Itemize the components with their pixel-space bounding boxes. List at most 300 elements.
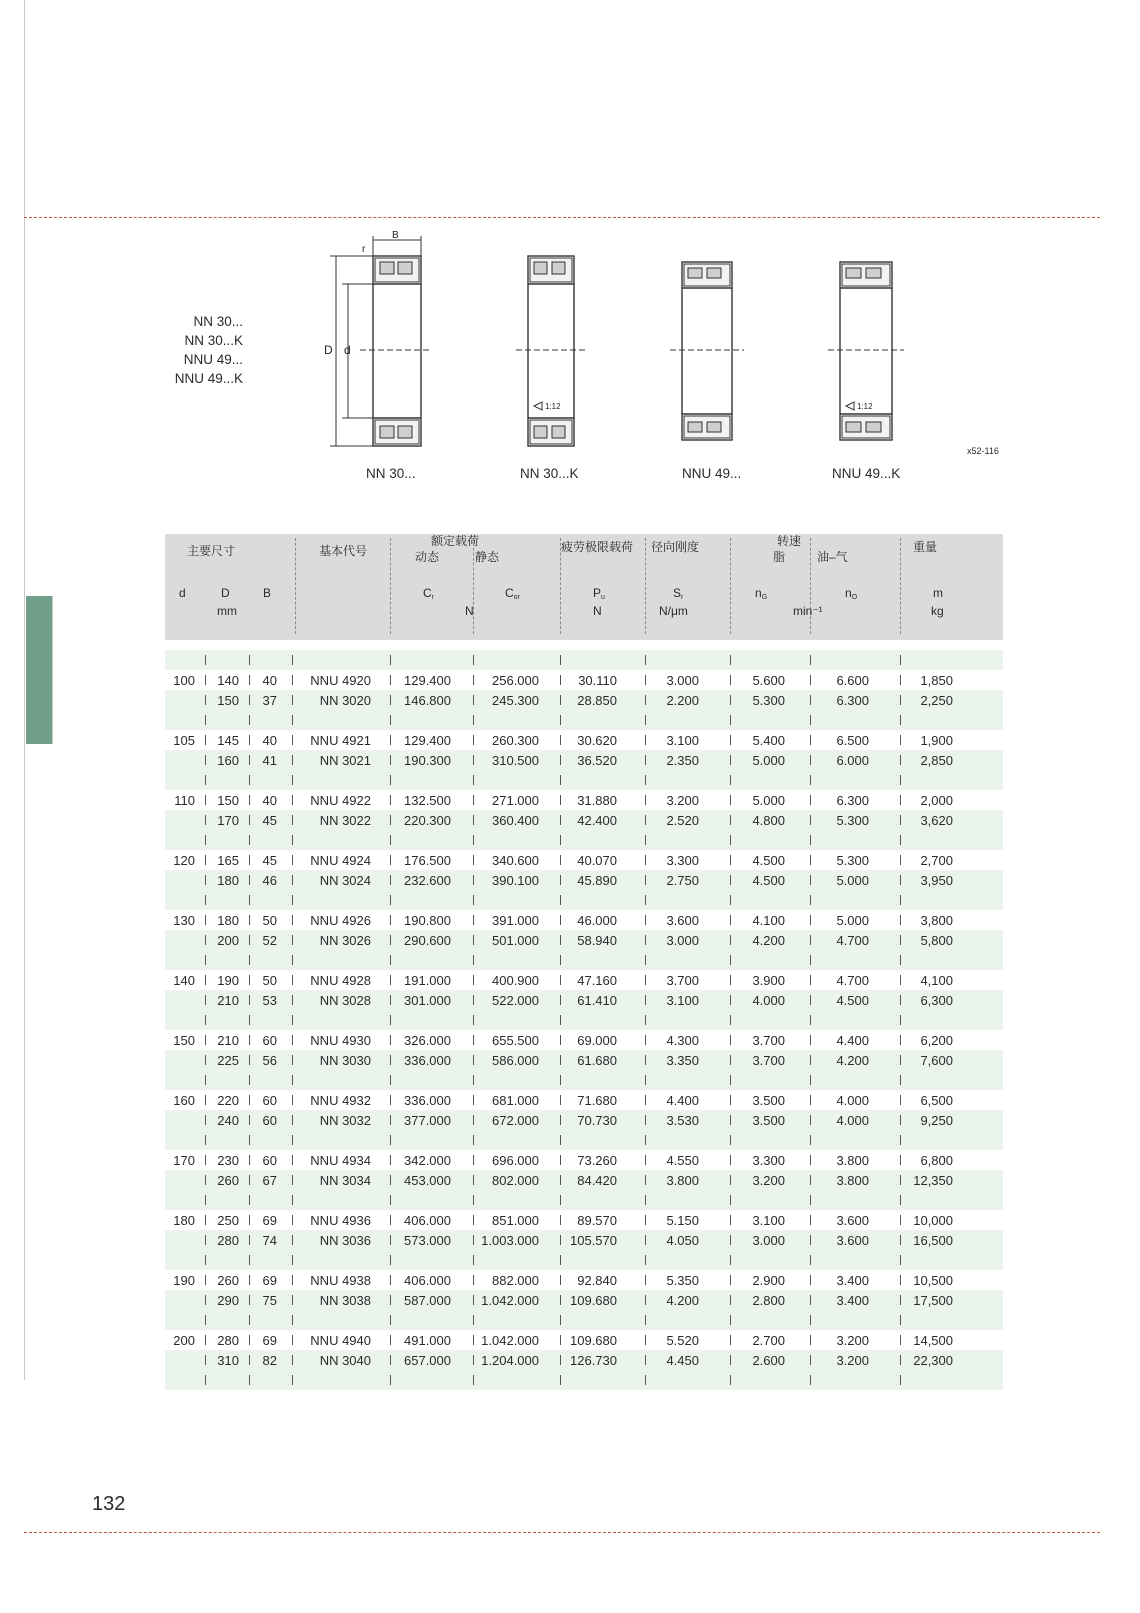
cell-sr: 2.750 bbox=[666, 873, 699, 888]
cell-sr: 3.100 bbox=[666, 733, 699, 748]
cell-sr: 3.000 bbox=[666, 673, 699, 688]
top-dashed-rule bbox=[24, 217, 1100, 218]
cell-d: 180 bbox=[217, 873, 239, 888]
cell-code: NNU 4934 bbox=[310, 1153, 371, 1168]
cell-m: 2,850 bbox=[920, 753, 953, 768]
cell-sr: 2.520 bbox=[666, 813, 699, 828]
figure-caption: NNU 49...K bbox=[832, 466, 901, 481]
table-row bbox=[165, 1050, 1003, 1070]
page-margin-line bbox=[24, 0, 25, 1380]
cell-cr: 336.000 bbox=[404, 1093, 451, 1108]
cell-sr: 3.600 bbox=[666, 913, 699, 928]
cell-m: 22,300 bbox=[913, 1353, 953, 1368]
cell-pu: 61.680 bbox=[577, 1053, 617, 1068]
bearing-diagram-nnu49 bbox=[670, 262, 744, 440]
cell-cor: 802.000 bbox=[492, 1173, 539, 1188]
cell-cr: 146.800 bbox=[404, 693, 451, 708]
cell-m: 7,600 bbox=[920, 1053, 953, 1068]
cell-m: 14,500 bbox=[913, 1333, 953, 1348]
cell-no: 6.500 bbox=[836, 733, 869, 748]
header-sr: $S_r$ bbox=[673, 586, 684, 601]
cell-d: 150 bbox=[217, 793, 239, 808]
cell-no: 4.700 bbox=[836, 933, 869, 948]
cell-d: 160 bbox=[173, 1093, 195, 1108]
cell-no: 3.400 bbox=[836, 1293, 869, 1308]
cell-d: 165 bbox=[217, 853, 239, 868]
cell-pu: 47.160 bbox=[577, 973, 617, 988]
table-row bbox=[165, 690, 1003, 710]
cell-sr: 3.200 bbox=[666, 793, 699, 808]
figure-caption: NN 30... bbox=[366, 466, 416, 481]
cell-cr: 406.000 bbox=[404, 1213, 451, 1228]
section-tab-edge bbox=[52, 596, 53, 744]
cell-ng: 5.000 bbox=[752, 753, 785, 768]
cell-b: 82 bbox=[262, 1353, 277, 1368]
cell-b: 50 bbox=[262, 973, 277, 988]
cell-b: 60 bbox=[262, 1093, 277, 1108]
cell-cr: 491.000 bbox=[404, 1333, 451, 1348]
series-label: NNU 49... bbox=[183, 352, 243, 367]
cell-no: 6.300 bbox=[836, 793, 869, 808]
cell-sr: 4.450 bbox=[666, 1353, 699, 1368]
table-spacer-row bbox=[165, 1370, 1003, 1390]
cell-no: 4.200 bbox=[836, 1053, 869, 1068]
cell-d: 210 bbox=[217, 1033, 239, 1048]
cell-no: 4.700 bbox=[836, 973, 869, 988]
cell-pu: 45.890 bbox=[577, 873, 617, 888]
cell-b: 40 bbox=[262, 673, 277, 688]
dim-label-outer-d: D bbox=[324, 343, 333, 357]
cell-ng: 4.200 bbox=[752, 933, 785, 948]
cell-cr: 587.000 bbox=[404, 1293, 451, 1308]
table-spacer-row bbox=[165, 950, 1003, 970]
cell-sr: 2.200 bbox=[666, 693, 699, 708]
cell-pu: 42.400 bbox=[577, 813, 617, 828]
cell-sr: 4.200 bbox=[666, 1293, 699, 1308]
table-spacer-row bbox=[165, 1070, 1003, 1090]
cell-ng: 3.300 bbox=[752, 1153, 785, 1168]
cell-b: 41 bbox=[262, 753, 277, 768]
cell-ng: 2.600 bbox=[752, 1353, 785, 1368]
cell-d: 180 bbox=[173, 1213, 195, 1228]
cell-b: 74 bbox=[262, 1233, 277, 1248]
cell-cor: 1.042.000 bbox=[481, 1293, 539, 1308]
cell-cr: 232.600 bbox=[404, 873, 451, 888]
cell-code: NNU 4928 bbox=[310, 973, 371, 988]
cell-d: 130 bbox=[173, 913, 195, 928]
cell-ng: 3.200 bbox=[752, 1173, 785, 1188]
cell-b: 60 bbox=[262, 1153, 277, 1168]
cell-no: 6.600 bbox=[836, 673, 869, 688]
cell-cr: 573.000 bbox=[404, 1233, 451, 1248]
cell-m: 6,300 bbox=[920, 993, 953, 1008]
cell-d: 140 bbox=[173, 973, 195, 988]
header-unit-n-um: N/μm bbox=[659, 604, 688, 618]
cell-m: 6,200 bbox=[920, 1033, 953, 1048]
header-unit-n-pu: N bbox=[593, 604, 602, 618]
cell-ng: 3.000 bbox=[752, 1233, 785, 1248]
table-row bbox=[165, 750, 1003, 770]
cell-cor: 1.204.000 bbox=[481, 1353, 539, 1368]
cell-cor: 256.000 bbox=[492, 673, 539, 688]
table-spacer-row bbox=[165, 1310, 1003, 1330]
cell-cor: 672.000 bbox=[492, 1113, 539, 1128]
header-no: $n_O$ bbox=[845, 586, 858, 601]
cell-cr: 190.300 bbox=[404, 753, 451, 768]
cell-pu: 46.000 bbox=[577, 913, 617, 928]
cell-pu: 31.880 bbox=[577, 793, 617, 808]
cell-no: 4.400 bbox=[836, 1033, 869, 1048]
cell-b: 53 bbox=[262, 993, 277, 1008]
cell-d: 170 bbox=[173, 1153, 195, 1168]
cell-code: NN 3036 bbox=[319, 1233, 371, 1248]
cell-cor: 655.500 bbox=[492, 1033, 539, 1048]
cell-cr: 406.000 bbox=[404, 1273, 451, 1288]
cell-cr: 190.800 bbox=[404, 913, 451, 928]
cell-cor: 340.600 bbox=[492, 853, 539, 868]
cell-m: 1,850 bbox=[920, 673, 953, 688]
cell-pu: 61.410 bbox=[577, 993, 617, 1008]
cell-cor: 1.042.000 bbox=[481, 1333, 539, 1348]
cell-d: 150 bbox=[217, 693, 239, 708]
cell-d: 100 bbox=[173, 673, 195, 688]
cell-cor: 391.000 bbox=[492, 913, 539, 928]
cell-b: 45 bbox=[262, 853, 277, 868]
cell-cr: 129.400 bbox=[404, 673, 451, 688]
cell-m: 10,500 bbox=[913, 1273, 953, 1288]
cell-no: 3.600 bbox=[836, 1233, 869, 1248]
cell-cr: 176.500 bbox=[404, 853, 451, 868]
cell-ng: 5.400 bbox=[752, 733, 785, 748]
series-label-list bbox=[165, 312, 243, 388]
cell-cor: 260.300 bbox=[492, 733, 539, 748]
cell-no: 3.400 bbox=[836, 1273, 869, 1288]
header-weight: 重量 bbox=[913, 540, 938, 554]
cell-d: 180 bbox=[217, 913, 239, 928]
cell-m: 2,250 bbox=[920, 693, 953, 708]
cell-ng: 4.100 bbox=[752, 913, 785, 928]
cell-code: NN 3022 bbox=[319, 813, 371, 828]
cell-d: 150 bbox=[173, 1033, 195, 1048]
cell-m: 17,500 bbox=[913, 1293, 953, 1308]
header-ng: $n_G$ bbox=[755, 586, 768, 601]
cell-b: 52 bbox=[262, 933, 277, 948]
cell-cor: 271.000 bbox=[492, 793, 539, 808]
cell-d: 105 bbox=[173, 733, 195, 748]
cell-d: 240 bbox=[217, 1113, 239, 1128]
table-row bbox=[165, 870, 1003, 890]
table-header bbox=[165, 534, 1003, 640]
cell-m: 12,350 bbox=[913, 1173, 953, 1188]
cell-sr: 5.520 bbox=[666, 1333, 699, 1348]
cell-m: 1,900 bbox=[920, 733, 953, 748]
cell-cor: 696.000 bbox=[492, 1153, 539, 1168]
header-m: m bbox=[933, 586, 943, 600]
cell-sr: 2.350 bbox=[666, 753, 699, 768]
cell-cr: 453.000 bbox=[404, 1173, 451, 1188]
cell-sr: 3.300 bbox=[666, 853, 699, 868]
cell-b: 67 bbox=[262, 1173, 277, 1188]
table-row bbox=[165, 1350, 1003, 1370]
cell-no: 5.300 bbox=[836, 813, 869, 828]
figure-caption: NN 30...K bbox=[520, 466, 579, 481]
cell-ng: 3.100 bbox=[752, 1213, 785, 1228]
header-oil-air: 油–气 bbox=[817, 550, 848, 564]
cell-sr: 3.700 bbox=[666, 973, 699, 988]
cell-m: 6,800 bbox=[920, 1153, 953, 1168]
table-row bbox=[165, 790, 1003, 810]
cell-ng: 5.600 bbox=[752, 673, 785, 688]
cell-m: 2,000 bbox=[920, 793, 953, 808]
header-dynamic: 动态 bbox=[415, 550, 440, 564]
cell-d: 200 bbox=[217, 933, 239, 948]
cell-pu: 73.260 bbox=[577, 1153, 617, 1168]
cell-ng: 4.500 bbox=[752, 853, 785, 868]
cell-no: 3.800 bbox=[836, 1153, 869, 1168]
header-load-ratings: 额定载荷 bbox=[431, 534, 480, 548]
cell-b: 40 bbox=[262, 733, 277, 748]
cell-ng: 4.800 bbox=[752, 813, 785, 828]
table-spacer-row bbox=[165, 1010, 1003, 1030]
cell-pu: 58.940 bbox=[577, 933, 617, 948]
table-row bbox=[165, 1030, 1003, 1050]
cell-d: 250 bbox=[217, 1213, 239, 1228]
cell-code: NN 3028 bbox=[319, 993, 371, 1008]
cell-sr: 3.100 bbox=[666, 993, 699, 1008]
bearing-diagram-nn30k bbox=[516, 256, 586, 446]
header-unit-kg: kg bbox=[931, 604, 944, 618]
cell-pu: 71.680 bbox=[577, 1093, 617, 1108]
table-row bbox=[165, 670, 1003, 690]
cell-cr: 336.000 bbox=[404, 1053, 451, 1068]
cell-pu: 30.110 bbox=[578, 673, 617, 688]
cell-ng: 3.700 bbox=[752, 1053, 785, 1068]
cell-b: 69 bbox=[262, 1213, 277, 1228]
cell-ng: 2.800 bbox=[752, 1293, 785, 1308]
cell-ng: 2.700 bbox=[752, 1333, 785, 1348]
cell-code: NNU 4938 bbox=[310, 1273, 371, 1288]
cell-pu: 84.420 bbox=[577, 1173, 617, 1188]
table-row bbox=[165, 1290, 1003, 1310]
cell-b: 40 bbox=[262, 793, 277, 808]
figure-code: x52-116 bbox=[967, 446, 999, 456]
cell-ng: 2.900 bbox=[752, 1273, 785, 1288]
table-row bbox=[165, 1090, 1003, 1110]
header-cr: $C_r$ bbox=[423, 586, 435, 601]
cell-d: 120 bbox=[173, 853, 195, 868]
cell-code: NN 3040 bbox=[319, 1353, 371, 1368]
table-row bbox=[165, 990, 1003, 1010]
cell-cr: 326.000 bbox=[404, 1033, 451, 1048]
cell-b: 75 bbox=[262, 1293, 277, 1308]
cell-cr: 191.000 bbox=[404, 973, 451, 988]
cell-b: 45 bbox=[262, 813, 277, 828]
table-row bbox=[165, 1230, 1003, 1250]
table-row bbox=[165, 1330, 1003, 1350]
cell-b: 69 bbox=[262, 1333, 277, 1348]
bearing-diagram-nnu49k bbox=[828, 262, 904, 440]
cell-no: 6.000 bbox=[836, 753, 869, 768]
cell-pu: 109.680 bbox=[570, 1333, 617, 1348]
dim-label-b: B bbox=[392, 230, 399, 241]
cell-cor: 390.100 bbox=[492, 873, 539, 888]
cell-pu: 30.620 bbox=[577, 733, 617, 748]
cell-sr: 3.350 bbox=[666, 1053, 699, 1068]
cell-b: 46 bbox=[262, 873, 277, 888]
cell-code: NNU 4932 bbox=[310, 1093, 371, 1108]
header-unit-min: min⁻¹ bbox=[793, 604, 823, 618]
table-body bbox=[165, 650, 1003, 1390]
table-row bbox=[165, 910, 1003, 930]
cell-d: 145 bbox=[217, 733, 239, 748]
cell-pu: 70.730 bbox=[577, 1113, 617, 1128]
cell-d: 280 bbox=[217, 1333, 239, 1348]
cell-code: NN 3020 bbox=[319, 693, 371, 708]
cell-m: 9,250 bbox=[920, 1113, 953, 1128]
table-spacer-row bbox=[165, 830, 1003, 850]
cell-cor: 882.000 bbox=[492, 1273, 539, 1288]
cell-no: 5.300 bbox=[836, 853, 869, 868]
cell-cr: 220.300 bbox=[404, 813, 451, 828]
cell-d: 170 bbox=[217, 813, 239, 828]
cell-ng: 3.900 bbox=[752, 973, 785, 988]
table-row bbox=[165, 970, 1003, 990]
cell-cor: 681.000 bbox=[492, 1093, 539, 1108]
cell-sr: 3.530 bbox=[666, 1113, 699, 1128]
cell-pu: 89.570 bbox=[577, 1213, 617, 1228]
cell-no: 3.600 bbox=[836, 1213, 869, 1228]
series-label: NN 30...K bbox=[184, 333, 243, 348]
cell-d: 290 bbox=[217, 1293, 239, 1308]
table-spacer-row bbox=[165, 890, 1003, 910]
header-main-dims: 主要尺寸 bbox=[187, 544, 236, 558]
cell-b: 50 bbox=[262, 913, 277, 928]
cell-pu: 28.850 bbox=[577, 693, 617, 708]
cell-cor: 851.000 bbox=[492, 1213, 539, 1228]
cell-d: 210 bbox=[217, 993, 239, 1008]
taper-label: 1:12 bbox=[545, 402, 561, 411]
table-row bbox=[165, 1170, 1003, 1190]
cell-cr: 657.000 bbox=[404, 1353, 451, 1368]
section-tab-marker bbox=[26, 596, 52, 744]
cell-no: 5.000 bbox=[836, 873, 869, 888]
series-label: NNU 49...K bbox=[174, 371, 243, 386]
cell-cr: 301.000 bbox=[404, 993, 451, 1008]
cell-no: 4.000 bbox=[836, 1093, 869, 1108]
header-pu: $P_u$ bbox=[593, 586, 605, 601]
header-fatigue: 疲劳极限载荷 bbox=[561, 540, 634, 554]
cell-m: 3,620 bbox=[920, 813, 953, 828]
cell-ng: 4.500 bbox=[752, 873, 785, 888]
cell-code: NNU 4936 bbox=[310, 1213, 371, 1228]
cell-cr: 129.400 bbox=[404, 733, 451, 748]
header-outer-d: D bbox=[221, 586, 230, 600]
table-row bbox=[165, 850, 1003, 870]
header-d: d bbox=[179, 586, 186, 600]
header-cor: $C_{or}$ bbox=[505, 586, 520, 601]
cell-code: NN 3032 bbox=[319, 1113, 371, 1128]
cell-b: 56 bbox=[262, 1053, 277, 1068]
bearing-cross-sections bbox=[320, 228, 1010, 498]
page-number: 132 bbox=[92, 1493, 126, 1515]
cell-cor: 400.900 bbox=[492, 973, 539, 988]
cell-m: 6,500 bbox=[920, 1093, 953, 1108]
cell-pu: 105.570 bbox=[570, 1233, 617, 1248]
cell-m: 4,100 bbox=[920, 973, 953, 988]
cell-cor: 1.003.000 bbox=[481, 1233, 539, 1248]
cell-ng: 5.300 bbox=[752, 693, 785, 708]
header-mm: mm bbox=[217, 604, 237, 618]
cell-code: NNU 4922 bbox=[310, 793, 371, 808]
table-row bbox=[165, 1210, 1003, 1230]
header-speed: 转速 bbox=[777, 534, 802, 548]
cell-no: 5.000 bbox=[836, 913, 869, 928]
header-stiffness: 径向刚度 bbox=[651, 540, 700, 554]
bearing-diagram-nn30 bbox=[330, 236, 432, 446]
cell-ng: 4.000 bbox=[752, 993, 785, 1008]
cell-d: 310 bbox=[217, 1353, 239, 1368]
cell-no: 4.000 bbox=[836, 1113, 869, 1128]
cell-code: NNU 4921 bbox=[310, 733, 371, 748]
cell-code: NNU 4930 bbox=[310, 1033, 371, 1048]
figure-caption: NNU 49... bbox=[682, 466, 742, 481]
table-row bbox=[165, 1150, 1003, 1170]
cell-d: 260 bbox=[217, 1273, 239, 1288]
cell-cor: 501.000 bbox=[492, 933, 539, 948]
cell-d: 190 bbox=[217, 973, 239, 988]
cell-ng: 3.500 bbox=[752, 1093, 785, 1108]
cell-cr: 290.600 bbox=[404, 933, 451, 948]
table-row bbox=[165, 930, 1003, 950]
cell-d: 160 bbox=[217, 753, 239, 768]
cell-code: NN 3024 bbox=[319, 873, 371, 888]
cell-b: 60 bbox=[262, 1033, 277, 1048]
cell-b: 60 bbox=[262, 1113, 277, 1128]
cell-m: 3,800 bbox=[920, 913, 953, 928]
cell-sr: 4.550 bbox=[666, 1153, 699, 1168]
cell-code: NN 3030 bbox=[319, 1053, 371, 1068]
header-b: B bbox=[263, 586, 272, 600]
table-spacer-row bbox=[165, 710, 1003, 730]
cell-d: 200 bbox=[173, 1333, 195, 1348]
header-static: 静态 bbox=[475, 550, 500, 564]
cell-pu: 126.730 bbox=[570, 1353, 617, 1368]
cell-pu: 40.070 bbox=[577, 853, 617, 868]
cell-d: 190 bbox=[173, 1273, 195, 1288]
table-row bbox=[165, 1270, 1003, 1290]
cell-cor: 245.300 bbox=[492, 693, 539, 708]
cell-cor: 522.000 bbox=[492, 993, 539, 1008]
cell-code: NNU 4926 bbox=[310, 913, 371, 928]
series-label: NN 30... bbox=[193, 314, 243, 329]
cell-no: 3.200 bbox=[836, 1333, 869, 1348]
cell-sr: 4.400 bbox=[666, 1093, 699, 1108]
taper-label: 1:12 bbox=[857, 402, 873, 411]
cell-code: NN 3026 bbox=[319, 933, 371, 948]
cell-code: NN 3034 bbox=[319, 1173, 371, 1188]
cell-cor: 310.500 bbox=[492, 753, 539, 768]
bearing-diagrams bbox=[320, 228, 1010, 498]
cell-sr: 5.350 bbox=[666, 1273, 699, 1288]
cell-sr: 3.000 bbox=[666, 933, 699, 948]
cell-d: 260 bbox=[217, 1173, 239, 1188]
cell-no: 3.800 bbox=[836, 1173, 869, 1188]
cell-m: 2,700 bbox=[920, 853, 953, 868]
header-grease: 脂 bbox=[773, 550, 786, 564]
bearing-data-table bbox=[165, 534, 1003, 1390]
cell-m: 10,000 bbox=[913, 1213, 953, 1228]
cell-no: 3.200 bbox=[836, 1353, 869, 1368]
